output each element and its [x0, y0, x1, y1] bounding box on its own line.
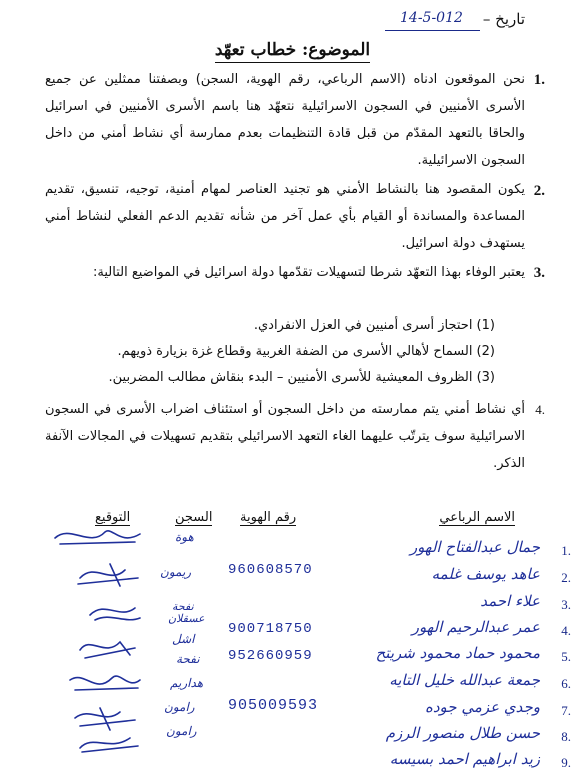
- sub-item: (2) السماح لأهالي الأسرى من الضفة الغربية وقطاع غزة بزيارة ذويهم.: [117, 344, 495, 359]
- handwritten-prison: اشل: [172, 632, 195, 646]
- signature-4: [80, 642, 135, 658]
- handwritten-id: 900718750: [228, 621, 313, 637]
- row-number: 9.: [561, 755, 571, 770]
- item-text: يكون المقصود هنا بالنشاط الأمني هو تجنيد العناصر لمهام أمنية، توجيه، تنسيق، تقديم المساعدة والمساندة أو القيام بأي عمل آخر من شأنه تقديم الدعم الفعلي لنشاط أمني يستهدف دولة اسرائيل.: [45, 182, 525, 251]
- handwritten-prison: رامون: [166, 724, 197, 738]
- sub-item: (3) الظروف المعيشية للأسرى الأمنيين – البدء بنقاش مطالب المضربين.: [108, 370, 495, 385]
- handwritten-name: جمال عبدالفتاح الهور: [409, 538, 540, 556]
- signature-5: [70, 676, 140, 690]
- handwritten-name: عاهد يوسف غلمه: [431, 565, 540, 583]
- handwritten-name: محمود حماد محمود شريتح: [375, 644, 540, 662]
- item-text: نحن الموقعون ادناه (الاسم الرباعي، رقم الهوية، السجن) وبصفتنا ممثلين عن جميع الأسرى الأمنيين في السجون الاسرائيلية نتعهّد هنا باسم الأسرى الأمنيين في اسرائيل والحاقا بالتعهد المقدّم من قبل قادة التنظيمات بعدم ممارسة أي نشاط أمني من داخل السجون الاسرائيلية.: [45, 72, 525, 168]
- handwritten-name: حسن طلال منصور الرزم: [385, 724, 540, 742]
- row-number: 5.: [561, 649, 571, 664]
- handwritten-prison: عسقلان: [168, 612, 205, 625]
- signature-7: [80, 738, 138, 752]
- header-name: الاسم الرباعي: [439, 510, 515, 525]
- handwritten-prison: رامون: [164, 700, 195, 714]
- row-number: 2.: [561, 570, 571, 585]
- handwritten-prison: نفحة: [176, 652, 200, 666]
- signature-1: [55, 531, 140, 544]
- item-text: يعتبر الوفاء بهذا التعهّد شرطا لتسهيلات تقدّمها دولة اسرائيل في المواضيع التالية:: [93, 265, 525, 280]
- row-number: 4.: [561, 623, 571, 638]
- header-id: رقم الهوية: [240, 510, 297, 525]
- handwritten-id: 905009593: [228, 697, 319, 714]
- date-value: 14-5-012: [400, 10, 463, 26]
- row-number: 3.: [561, 597, 571, 612]
- handwritten-name: عمر عبدالرحيم الهور: [411, 618, 540, 636]
- handwritten-prison: نفحة: [172, 600, 194, 613]
- row-number: 1.: [561, 543, 571, 558]
- handwritten-prison: ريمون: [160, 565, 192, 579]
- row-number: 6.: [561, 676, 571, 691]
- row-number: 8.: [561, 729, 571, 744]
- handwritten-name: علاء احمد: [480, 592, 540, 610]
- item-number: 4.: [535, 402, 545, 417]
- signatures-column: [50, 520, 150, 755]
- handwritten-name: زيد ابراهيم احمد بسيسه: [389, 750, 540, 768]
- signature-6: [75, 708, 135, 730]
- date-underline: [385, 30, 480, 31]
- item-number: 3.: [533, 265, 545, 281]
- item-number: 2.: [533, 183, 545, 199]
- row-number: 7.: [561, 703, 571, 718]
- signature-3: [90, 608, 140, 620]
- date-label: تاريخ –: [482, 10, 525, 28]
- signature-2: [78, 564, 138, 586]
- item-number: 1.: [533, 72, 545, 88]
- header-prison: السجن: [175, 510, 213, 525]
- item-text: أي نشاط أمني يتم ممارسته من داخل السجون أو استئناف اضراب الأسرى في السجون الاسرائيلية سوف يترتّب عليهما الغاء التعهد الاسرائيلي بتقديم تسهيلات في المجالات الآنفة الذكر.: [45, 402, 525, 471]
- header-signature: التوقيع: [95, 510, 131, 525]
- handwritten-name: جمعة عبدالله خليل التايه: [389, 671, 540, 689]
- handwritten-prison: هداريم: [170, 676, 204, 690]
- handwritten-name: وجدي عزمي جوده: [425, 698, 540, 716]
- sub-item: (1) احتجاز أسرى أمنيين في العزل الانفرادي.: [253, 318, 495, 333]
- handwritten-prison: هوة: [175, 530, 194, 544]
- handwritten-id: 960608570: [228, 562, 313, 578]
- handwritten-id: 952660959: [228, 648, 313, 664]
- subject-title: الموضوع: خطاب تعهّد: [0, 40, 585, 60]
